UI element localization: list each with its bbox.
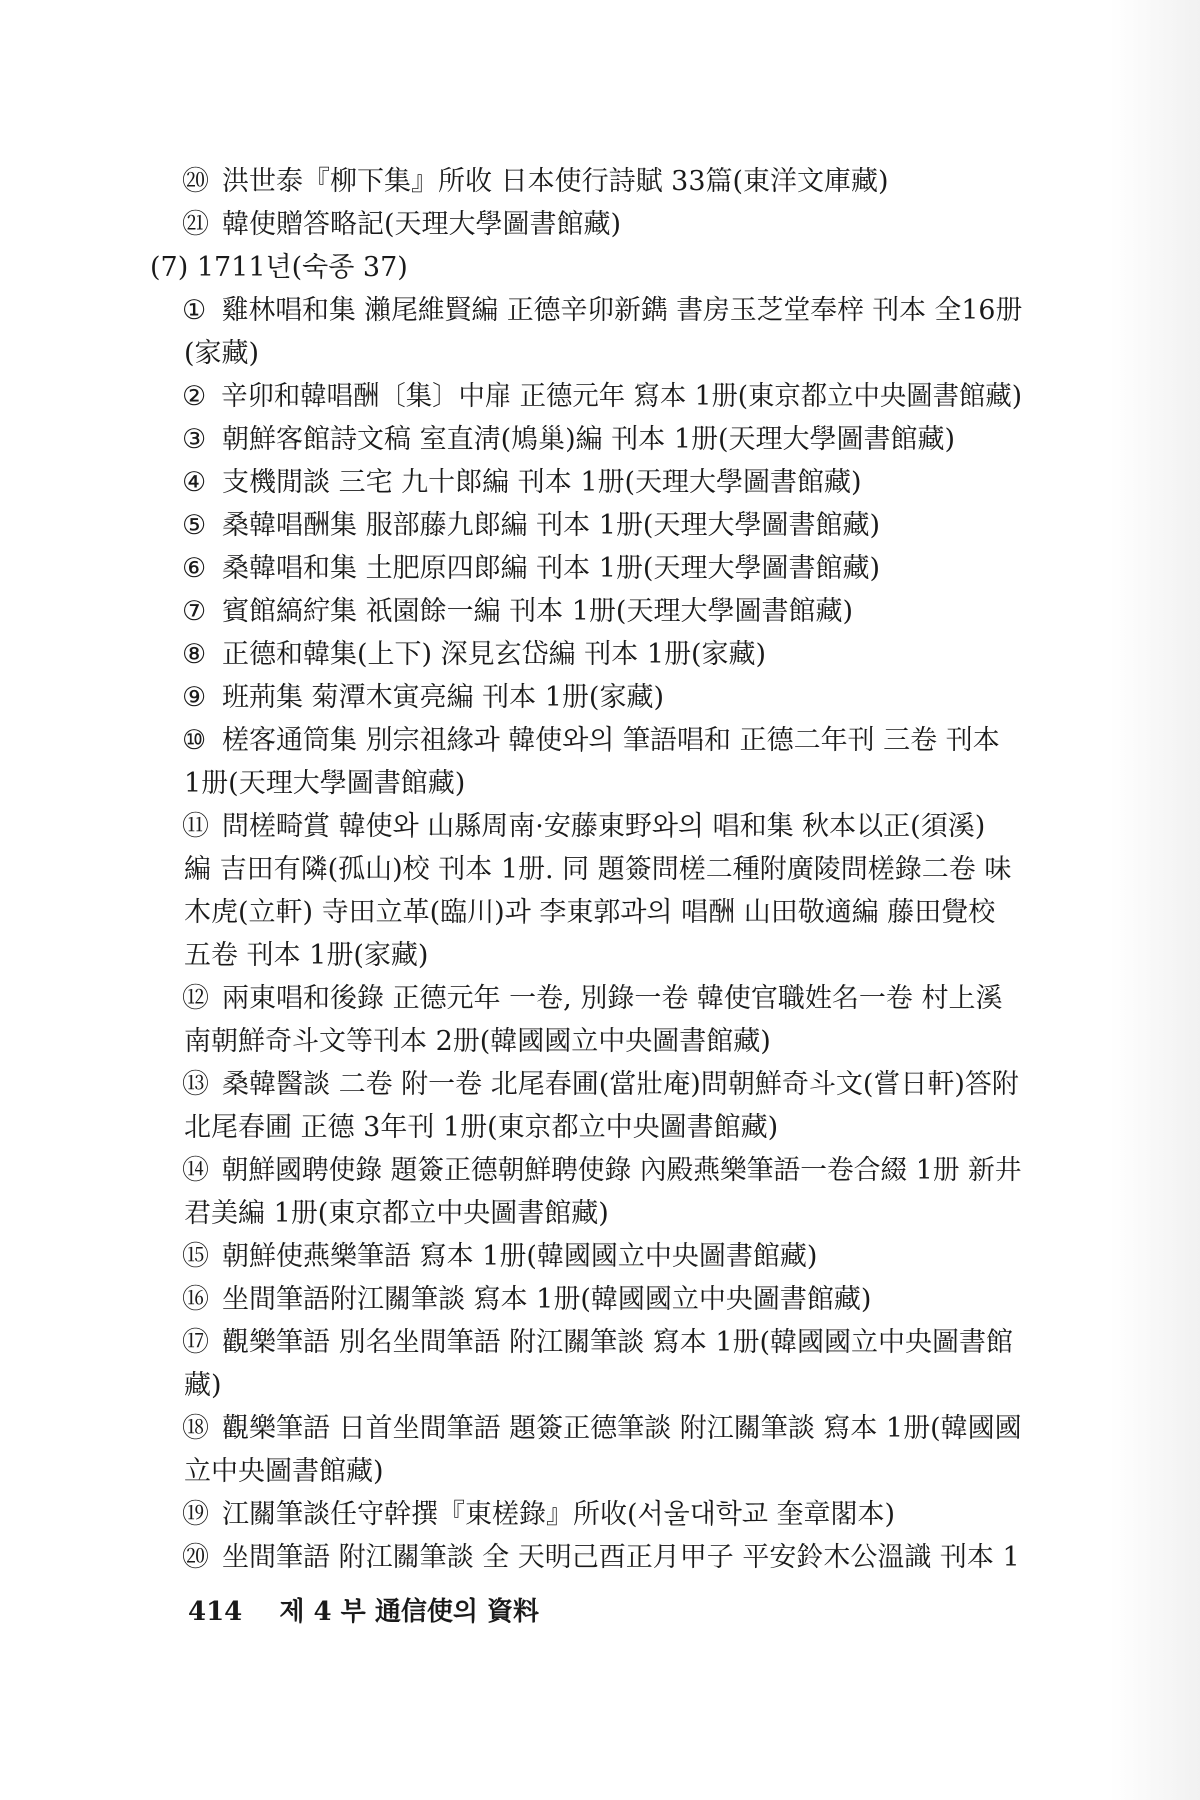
list-item	[150, 1321, 1060, 1364]
list-item	[150, 289, 1060, 332]
item-number: ⑯	[182, 1284, 209, 1315]
item-text: 桑韓唱和集 土肥原四郞編 刊本 1册(天理大學圖書館藏)	[222, 553, 880, 584]
item-text: 江關筆談任守幹撰『東槎錄』所收(서울대학교 奎章閣本)	[222, 1499, 896, 1530]
item-number: ⑨	[182, 682, 207, 713]
item-number: ⑫	[182, 983, 209, 1014]
list-item	[150, 203, 1060, 246]
list-item-continuation	[150, 1106, 1060, 1149]
list-item-continuation	[150, 332, 1060, 375]
item-number: ⑤	[182, 510, 207, 541]
item-number: ⑳	[182, 166, 209, 197]
item-number: ⑬	[182, 1069, 209, 1100]
list-item-continuation	[150, 1450, 1060, 1493]
item-text: 觀樂筆語 日首坐間筆語 題簽正德筆談 附江關筆談 寫本 1册(韓國國	[222, 1413, 1022, 1444]
item-text: 槎客通筒集 別宗祖緣과 韓使와의 筆語唱和 正德二年刊 三卷 刊本	[222, 725, 1000, 756]
item-number: ⑭	[182, 1155, 209, 1186]
item-text: 朝鮮使燕樂筆語 寫本 1册(韓國國立中央圖書館藏)	[222, 1241, 818, 1272]
list-item	[150, 676, 1060, 719]
page-number: 414	[188, 1597, 243, 1627]
item-text: 坐間筆語 附江關筆談 全 天明己酉正月甲子 平安鈴木公溫識 刊本 1	[222, 1542, 1020, 1573]
page-edge-shadow	[1110, 0, 1200, 1800]
list-item	[150, 1235, 1060, 1278]
list-item	[150, 977, 1060, 1020]
item-text: 朝鮮客館詩文稿 室直淸(鳩巢)編 刊本 1册(天理大學圖書館藏)	[222, 424, 956, 455]
item-number: ⑪	[182, 811, 209, 842]
list-item-continuation	[150, 891, 1060, 934]
list-item	[150, 1407, 1060, 1450]
list-item	[150, 1063, 1060, 1106]
footer-part: 제 4 부	[279, 1597, 366, 1627]
item-number: ⑳	[182, 1542, 209, 1573]
list-item	[150, 590, 1060, 633]
list-item-continuation	[150, 1020, 1060, 1063]
item-text: 雞林唱和集 瀨尾維賢編 正德辛卯新鐫 書房玉芝堂奉梓 刊本 全16册	[221, 295, 1023, 326]
item-number: ⑩	[182, 725, 207, 756]
item-text: 辛卯和韓唱酬〔集〕中扉 正德元年 寫本 1册(東京都立中央圖書館藏)	[221, 381, 1023, 412]
item-number: ⑲	[182, 1499, 209, 1530]
item-number: ⑧	[182, 639, 207, 670]
item-text: 支機閒談 三宅 九十郞編 刊本 1册(天理大學圖書館藏)	[222, 467, 862, 498]
item-number: ①	[182, 295, 207, 326]
list-item-continuation	[150, 762, 1060, 805]
item-number: ⑱	[182, 1413, 209, 1444]
item-text: 洪世泰『柳下集』所收 日本使行詩賦 33篇(東洋文庫藏)	[222, 166, 889, 197]
section-heading	[150, 246, 1060, 289]
list-item-continuation	[150, 1364, 1060, 1407]
item-text: 朝鮮國聘使錄 題簽正德朝鮮聘使錄 內殿燕樂筆語一卷合綴 1册 新井	[221, 1155, 1022, 1186]
list-item	[150, 1493, 1060, 1536]
list-item-continuation	[150, 848, 1060, 891]
list-item	[150, 805, 1060, 848]
list-item	[150, 547, 1060, 590]
item-number: ⑰	[182, 1327, 209, 1358]
list-item-continuation	[150, 1192, 1060, 1235]
item-number: ⑥	[182, 553, 207, 584]
list-item	[150, 633, 1060, 676]
item-text: 木虎(立軒) 寺田立革(臨川)과 李東郭과의 唱酬 山田敬適編 藤田覺校	[184, 897, 996, 928]
item-number: ⑦	[182, 596, 207, 627]
item-text: 觀樂筆語 別名坐間筆語 附江關筆談 寫本 1册(韓國國立中央圖書館	[222, 1327, 1014, 1358]
item-number: ②	[182, 381, 207, 412]
item-number: ㉑	[182, 209, 209, 240]
list-item	[150, 418, 1060, 461]
list-item	[150, 1536, 1060, 1579]
list-item-continuation	[150, 934, 1060, 977]
footer-title: 通信使의 資料	[374, 1597, 540, 1627]
list-item	[150, 719, 1060, 762]
item-text: 賓館縞紵集 祇園餘一編 刊本 1册(天理大學圖書館藏)	[222, 596, 853, 627]
item-text: 班荊集 菊潭木寅亮編 刊本 1册(家藏)	[222, 682, 664, 713]
item-text: 正德和韓集(上下) 深見玄岱編 刊本 1册(家藏)	[222, 639, 767, 670]
section-heading-text: (7) 1711년(숙종 37)	[150, 252, 408, 283]
item-text: 立中央圖書館藏)	[184, 1456, 384, 1487]
item-text: 藏)	[184, 1370, 222, 1401]
list-item	[150, 461, 1060, 504]
item-text: 兩東唱和後錄 正德元年 一卷, 別錄一卷 韓使官職姓名一卷 村上溪	[222, 983, 1003, 1014]
item-text: 1册(天理大學圖書館藏)	[184, 768, 466, 799]
item-text: 桑韓唱酬集 服部藤九郞編 刊本 1册(天理大學圖書館藏)	[222, 510, 880, 541]
list-item	[150, 1278, 1060, 1321]
item-text: 編 吉田有隣(孤山)校 刊本 1册. 同 題簽問槎二種附廣陵問槎錄二卷 味	[184, 854, 1012, 885]
list-item	[150, 504, 1060, 547]
item-number: ③	[182, 424, 207, 455]
item-text: 君美編 1册(東京都立中央圖書館藏)	[184, 1198, 609, 1229]
item-text: 五卷 刊本 1册(家藏)	[184, 940, 429, 971]
text-body	[150, 160, 1060, 1579]
list-item	[150, 375, 1060, 418]
list-item	[150, 1149, 1060, 1192]
item-text: (家藏)	[184, 338, 260, 369]
item-text: 南朝鮮奇斗文等刊本 2册(韓國國立中央圖書館藏)	[184, 1026, 771, 1057]
item-number: ④	[182, 467, 207, 498]
item-text: 坐間筆語附江關筆談 寫本 1册(韓國國立中央圖書館藏)	[222, 1284, 872, 1315]
page-footer	[188, 1592, 539, 1632]
item-text: 問槎畸賞 韓使와 山縣周南·安藤東野와의 唱和集 秋本以正(須溪)	[222, 811, 986, 842]
item-text: 桑韓醫談 二卷 附一卷 北尾春圃(當壯庵)問朝鮮奇斗文(嘗日軒)答附	[222, 1069, 1019, 1100]
item-text: 韓使贈答略記(天理大學圖書館藏)	[222, 209, 622, 240]
item-number: ⑮	[182, 1241, 209, 1272]
item-text: 北尾春圃 正德 3年刊 1册(東京都立中央圖書館藏)	[184, 1112, 779, 1143]
list-item	[150, 160, 1060, 203]
